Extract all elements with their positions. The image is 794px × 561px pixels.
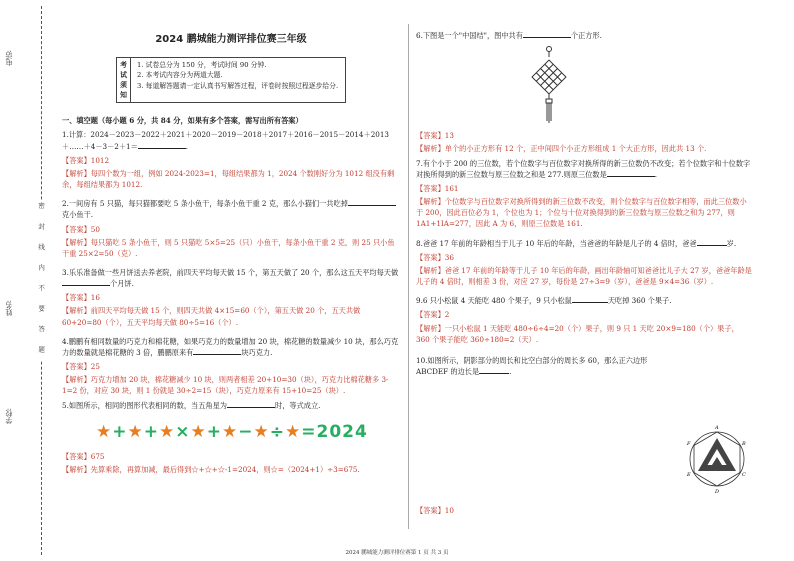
vertex-label: E — [687, 472, 691, 478]
explanation-9: 【解析】一只小松鼠 1 天能吃 480÷6÷4=20（个）果子，则 9 只 1 天吃 20×9=180（个）果子，360 个果子能吃 360÷180=2（天）. — [416, 323, 739, 344]
answer-5: 【答案】675 — [62, 452, 105, 462]
star-icon: ★ — [159, 421, 176, 442]
vertex-label: D — [715, 489, 720, 495]
star-icon: ★ — [96, 421, 113, 442]
answer-blank[interactable] — [697, 238, 727, 246]
seal-line-text: 密 封 线 内 不 要 答 题 — [37, 202, 46, 359]
answer-blank[interactable] — [572, 295, 608, 303]
answer-2: 【答案】50 — [62, 224, 100, 234]
answer-blank[interactable] — [607, 169, 655, 177]
phone-field — [4, 50, 15, 66]
question-10: 10.如图所示，阴影部分的周长和比空白部分的周长多 60，那么正六边形 ABCDEF 的边长是 . — [416, 355, 648, 376]
question-1: 1.计算：2024－2023－2022＋2021＋2020－2019－2018＋2017＋2016－2015－2014＋2013＋……＋4－3－2＋1＝ . — [62, 130, 389, 151]
explanation-4: 【解析】巧克力增加 20 块，棉花糖减少 10 块，则两者相差 20+10=30（块），巧克力比棉花糖多 3-1=2 份，对应 30 块，则 1 份就是 30÷2=15（块），巧克力原来有 15+10=25（块）. — [62, 375, 389, 396]
explanation-7: 【解析】个位数字与百位数字对换所得到的新三位数不改变，则个位数字与百位数字相等，而此三位数小于 200，因此百位必为 1，个位也为 1；个位与十位对换得到的新三位数与原三位数之和为 277，则 1A1+1IA=277，因此 A 为 6，则原三位数是 161. — [416, 197, 747, 229]
notice-body — [131, 58, 344, 103]
binding-margin — [0, 0, 58, 561]
explanation-2: 【解析】每只猫吃 5 条小鱼干，则 5 只猫吃 5×5=25（只）小鱼干，每条小鱼干重 2 克，则 25 只小鱼干重 25×2=50（克）. — [62, 237, 395, 258]
exam-notice — [116, 57, 346, 104]
page-title: 2024 鹏城能力测评排位赛三年级 — [155, 34, 307, 45]
answer-blank[interactable] — [193, 347, 241, 355]
explanation-3: 【解析】前四天平均每天做 15 个，则四天共做 4×15=60（个），第五天做 20 个，五天共做 60+20=80（个），五天平均每天做 80÷5=16（个）. — [62, 306, 361, 327]
star-icon: ★ — [190, 421, 207, 442]
school-field — [4, 408, 15, 424]
column-divider — [408, 24, 409, 529]
explanation-8: 【解析】爸爸 17 年前的年龄等于儿子 10 年后的年龄，画出年龄轴可知爸爸比儿子大 27 岁，爸爸年龄是儿子的 4 倍时，则相差 3 份，对应 27 岁，每份是 27÷3=9（岁），爸爸是 9×4=36（岁）. — [416, 265, 752, 287]
star-icon: ★ — [127, 421, 144, 442]
answer-blank[interactable] — [227, 400, 275, 408]
notice-item: 3. 每道解答题请一定认真书写解答过程，评卷时按照过程逐步给分. — [137, 82, 339, 91]
section-heading: 一、填空题（每小题 6 分，共 84 分，如果有多个答案，需写出所有答案） — [62, 116, 303, 126]
question-3: 3.乐乐准备做一些月饼送去养老院，前四天平均每天做 15 个，第五天做了 20 个，那么这五天平均每天做个月饼. — [62, 267, 399, 289]
question-5: 5.如图所示，相同的图形代表相同的数，当五角星为 时，等式成立. — [62, 400, 321, 410]
chinese-knot-figure — [526, 45, 572, 125]
vertex-label: A — [715, 425, 719, 431]
notice-item: 2. 本考试内容分为两道大题. — [137, 71, 223, 80]
hexagon-figure — [684, 422, 750, 496]
page-footer: 2024 鹏城能力测评排位赛第 1 页 共 3 页 — [345, 550, 449, 556]
answer-blank[interactable] — [62, 278, 110, 286]
equation-result: =2024 — [301, 421, 368, 442]
explanation-5: 【解析】先算乘除，再算加减，最后得到☆+☆+☆-1=2024，则☆=（2024+1）÷3=675. — [62, 465, 360, 475]
answer-blank[interactable] — [523, 30, 571, 38]
name-field — [4, 300, 15, 316]
question-7: 7.有个小于 200 的三位数，若个位数字与百位数字对换所得的新三位数仍不改变；若个位数字和十位数字对换所得到的新三位数与原三位数之和是 277.则原三位数是 . — [416, 158, 751, 179]
answer-6: 【答案】13 — [416, 131, 454, 141]
phone-label: 电话: — [5, 50, 13, 67]
star-equation: ★+★+★×★+★−★÷★=2024 — [96, 421, 368, 442]
left-column — [62, 24, 400, 475]
notice-item: 1. 试卷总分为 150 分，考试时间 90 分钟. — [137, 60, 267, 69]
answer-9: 【答案】2 — [416, 310, 450, 320]
answer-1: 【答案】1012 — [62, 155, 110, 165]
answer-7: 【答案】161 — [416, 183, 459, 193]
question-2: 2.一间房有 5 只猫，每只猫都要吃 5 条小鱼干，每条小鱼干重 2 克，那么小猫们一共吃掉克小鱼干. — [62, 198, 400, 220]
explanation-6: 【解析】单个的小正方形有 12 个，正中间四个小正方形组成 1 个大正方形，因此共 13 个. — [416, 144, 707, 154]
answer-8: 【答案】36 — [416, 252, 454, 262]
star-icon: ★ — [222, 421, 239, 442]
vertex-label: C — [742, 472, 746, 478]
question-9: 9.6 只小松鼠 4 天能吃 480 个果子，9 只小松鼠 天吃掉 360 个果子. — [416, 296, 672, 306]
notice-label: 考试须知 — [117, 58, 131, 103]
right-column — [416, 24, 752, 515]
school-label: 学校: — [5, 408, 13, 425]
answer-10: 【答案】10 — [416, 506, 454, 515]
vertex-label: B — [742, 441, 746, 447]
star-icon: ★ — [285, 421, 302, 442]
explanation-1: 【解析】每四个数为一组，例如 2024-2023=1，每组结果都为 1，2024 个数刚好分为 1012 组没有剩余，每组结果都为 1012. — [62, 168, 395, 190]
answer-blank[interactable] — [348, 198, 396, 206]
answer-4: 【答案】25 — [62, 362, 100, 372]
answer-blank[interactable] — [479, 366, 509, 374]
question-8: 8.爸爸 17 年前的年龄相当于儿子 10 年后的年龄，当爸爸的年龄是儿子的 4 倍时，爸爸 岁. — [416, 238, 737, 248]
star-icon: ★ — [253, 421, 270, 442]
answer-3: 【答案】16 — [62, 293, 100, 303]
answer-blank[interactable] — [138, 141, 186, 149]
question-6: 6.下图是一个"中国结"，图中共有 个正方形. — [416, 31, 602, 40]
name-label: 姓名: — [5, 300, 13, 317]
question-4: 4.鹏鹏有相同数量的巧克力和棉花糖，如果巧克力的数量增加 20 块，棉花糖的数量减少 10 块，那么巧克力的数量就是棉花糖的 3 倍，鹏鹏原来有 块巧克力. — [62, 336, 399, 357]
vertex-label: F — [687, 441, 691, 447]
